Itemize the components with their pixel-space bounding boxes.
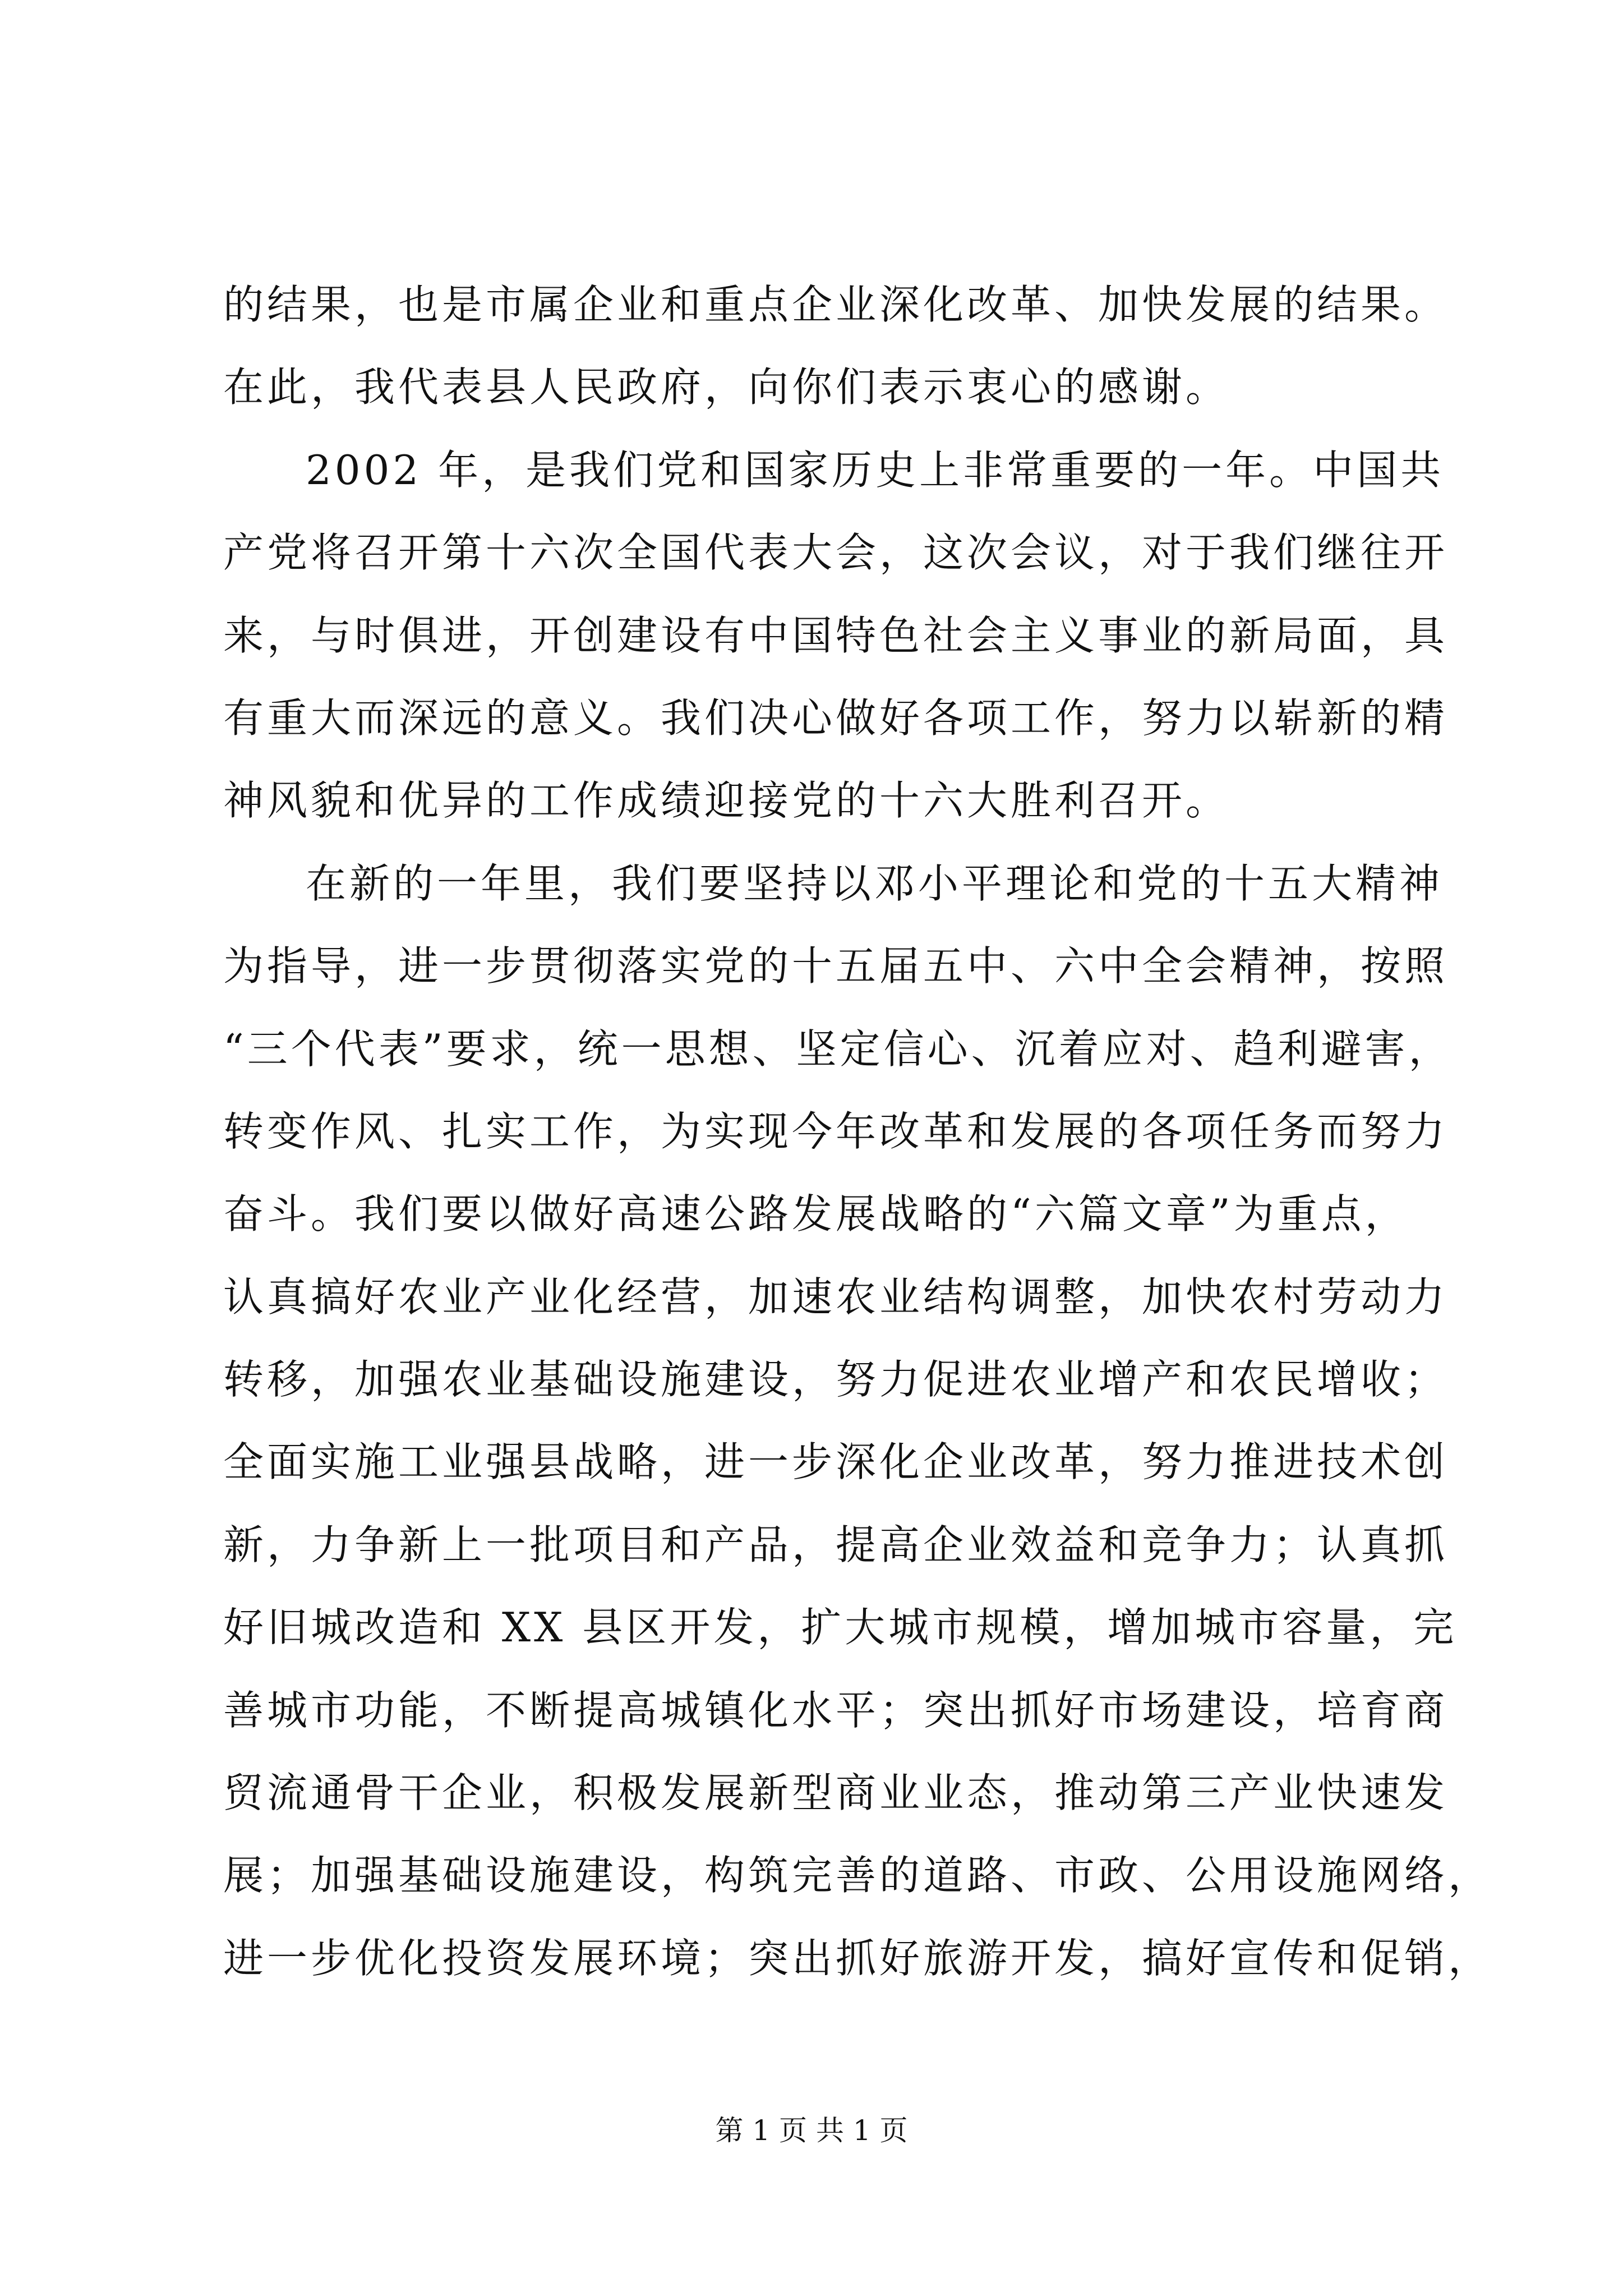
text-line: 转变作风、扎实工作，为实现今年改革和发展的各项任务而努力: [223, 1107, 1449, 1155]
text-line: 善城市功能，不断提高城镇化水平；突出抓好市场建设，培育商: [223, 1686, 1449, 1734]
text-line: “三个代表”要求，统一思想、坚定信心、沉着应对、趋利避害，: [223, 1025, 1453, 1073]
text-line: 进一步优化投资发展环境；突出抓好旅游开发，搞好宣传和促销，: [223, 1934, 1492, 1982]
text-line: 产党将召开第十六次全国代表大会，这次会议，对于我们继往开: [223, 529, 1449, 577]
paragraph-start-line: 在新的一年里，我们要坚持以邓小平理论和党的十五大精神: [306, 859, 1444, 907]
text-line: 新，力争新上一批项目和产品，提高企业效益和竞争力；认真抓: [223, 1521, 1449, 1568]
text-line: 为指导，进一步贯彻落实党的十五届五中、六中全会精神，按照: [223, 942, 1449, 990]
text-line: 在此，我代表县人民政府，向你们表示衷心的感谢。: [223, 364, 1230, 411]
text-line: 认真搞好农业产业化经营，加速农业结构调整，加快农村劳动力: [223, 1273, 1449, 1320]
text-line: 展；加强基础设施建设，构筑完善的道路、市政、公用设施网络，: [223, 1852, 1492, 1899]
text-line: 好旧城改造和 XX 县区开发，扩大城市规模，增加城市容量，完: [223, 1604, 1458, 1651]
text-line: 神风貌和优异的工作成绩迎接党的十六大胜利召开。: [223, 777, 1230, 825]
text-line: 转移，加强农业基础设施建设，努力促进农业增产和农民增收；: [223, 1356, 1449, 1404]
text-line: 全面实施工业强县战略，进一步深化企业改革，努力推进技术创: [223, 1438, 1449, 1486]
text-line: 奋斗。我们要以做好高速公路发展战略的“六篇文章”为重点，: [223, 1190, 1409, 1238]
document-body: [223, 264, 1492, 2000]
page-number-footer: 第 1 页 共 1 页: [715, 2114, 908, 2147]
text-line: 的结果，也是市属企业和重点企业深化改革、加快发展的结果。: [223, 281, 1449, 328]
text-line: 贸流通骨干企业，积极发展新型商业业态，推动第三产业快速发: [223, 1769, 1449, 1817]
text-line: 来，与时俱进，开创建设有中国特色社会主义事业的新局面，具: [223, 611, 1449, 659]
paragraph-start-line: 2002 年，是我们党和国家历史上非常重要的一年。中国共: [306, 446, 1445, 494]
text-line: 有重大而深远的意义。我们决心做好各项工作，努力以崭新的精: [223, 694, 1449, 742]
